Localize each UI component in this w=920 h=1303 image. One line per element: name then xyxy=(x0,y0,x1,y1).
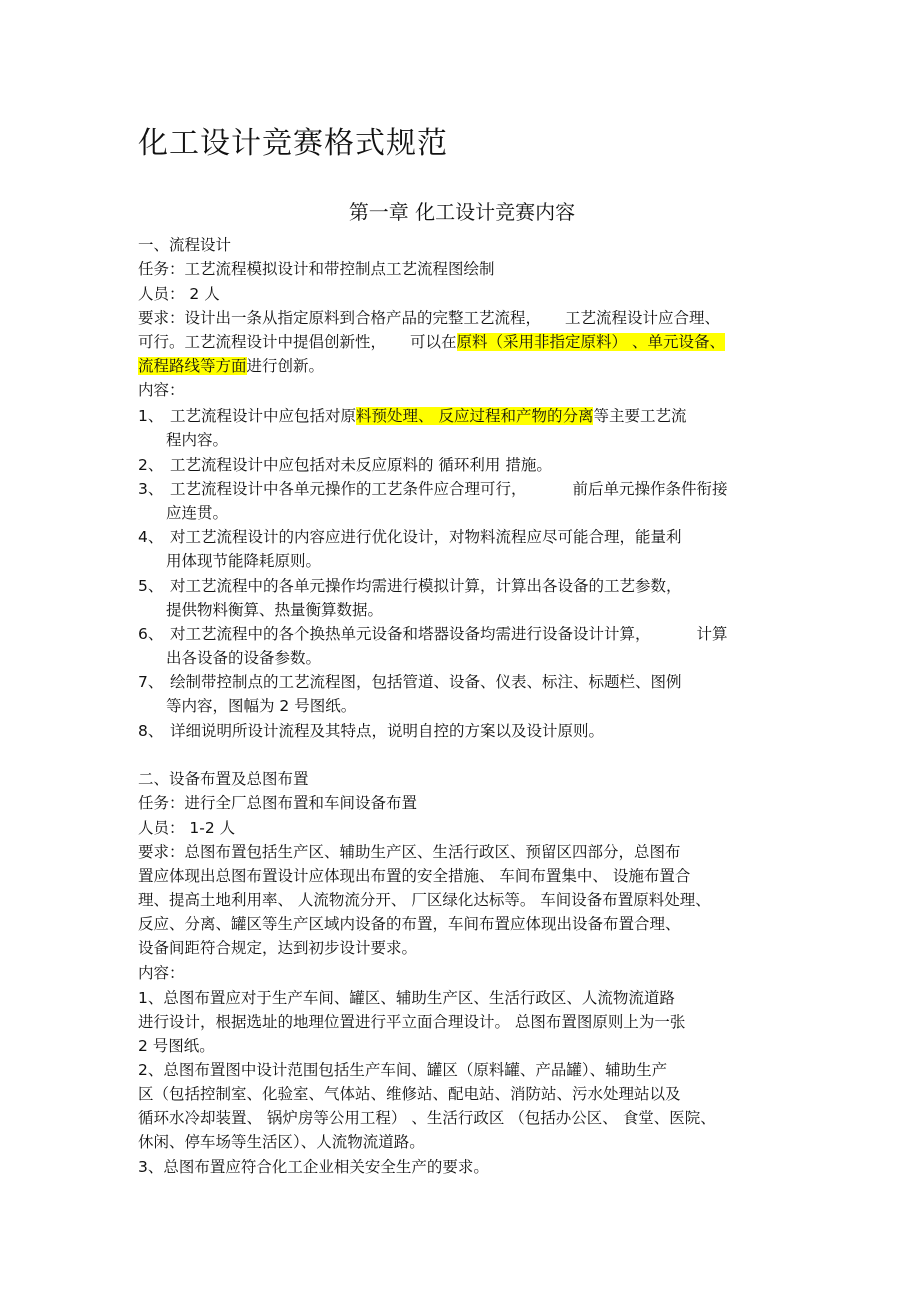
chapter-title: 第一章 化工设计竞赛内容 xyxy=(348,200,576,224)
item-text: 工艺流程设计中应包括对未反应原料的 循环利用 措施。 xyxy=(170,456,552,474)
item-number: 6、 xyxy=(138,625,164,643)
content-line: 3、总图布置应符合化工企业相关安全生产的要求。 xyxy=(138,1158,489,1176)
item-number: 8、 xyxy=(138,722,164,740)
content-label: 内容： xyxy=(138,381,185,399)
content-line: 进行设计，根据选址的地理位置进行平立面合理设计。 总图布置图原则上为一张 xyxy=(138,1013,686,1031)
item-text: 绘制带控制点的工艺流程图，包括管道、设备、仪表、标注、标题栏、图例 xyxy=(170,673,682,691)
highlighted-text: 料预处理、 反应过程和产物的分离 xyxy=(356,407,594,425)
item-number: 7、 xyxy=(138,673,164,691)
list-item xyxy=(138,525,682,549)
item-text: 等主要工艺流 xyxy=(593,407,687,425)
requirement-line xyxy=(138,354,324,378)
content-line: 休闲、停车场等生活区）、人流物流道路。 xyxy=(138,1133,425,1151)
list-item xyxy=(138,574,682,598)
item-text: 对工艺流程设计的内容应进行优化设计，对物料流程应尽可能合理，能量利 xyxy=(170,528,682,546)
item-continuation: 出各设备的设备参数。 xyxy=(166,649,322,667)
requirement-text: 可以在 xyxy=(410,333,457,351)
requirement-line: 反应、分离、罐区等生产区域内设备的布置，车间布置应体现出设备布置合理、 xyxy=(138,915,681,933)
requirement-line: 置应体现出总图布置设计应体现出布置的安全措施、 车间布置集中、 设施布置合 xyxy=(138,867,691,885)
list-item xyxy=(138,477,728,501)
item-continuation: 应连贯。 xyxy=(166,504,229,522)
item-text: 前后单元操作条件衔接 xyxy=(572,480,728,498)
requirement-line xyxy=(138,330,725,354)
item-continuation: 用体现节能降耗原则。 xyxy=(166,552,322,570)
item-text: 对工艺流程中的各个换热单元设备和塔器设备均需进行设备设计计算， xyxy=(170,625,651,643)
list-item xyxy=(138,404,686,428)
section-heading: 二、设备布置及总图布置 xyxy=(138,770,309,788)
people-line: 人员： 2 人 xyxy=(138,285,220,303)
requirement-line: 设备间距符合规定，达到初步设计要求。 xyxy=(138,939,418,957)
task-line: 任务：进行全厂总图布置和车间设备布置 xyxy=(138,794,418,812)
item-continuation: 程内容。 xyxy=(166,431,229,449)
requirement-text: 可行。工艺流程设计中提倡创新性， xyxy=(138,333,387,351)
item-number: 5、 xyxy=(138,577,164,595)
item-number: 3、 xyxy=(138,480,164,498)
content-line: 区（包括控制室、化验室、气体站、维修站、配电站、消防站、污水处理站以及 xyxy=(138,1085,681,1103)
content-line: 2、总图布置图中设计范围包括生产车间、罐区（原料罐、产品罐）、辅助生产 xyxy=(138,1061,668,1079)
document-title: 化工设计竞赛格式规范 xyxy=(138,126,448,161)
item-text: 工艺流程设计中各单元操作的工艺条件应合理可行， xyxy=(170,480,527,498)
list-item xyxy=(138,622,728,646)
requirement-text: 工艺流程设计应合理、 xyxy=(565,309,721,327)
requirement-text: 要求：设计出一条从指定原料到合格产品的完整工艺流程， xyxy=(138,309,542,327)
requirement-line: 要求：总图布置包括生产区、辅助生产区、生活行政区、预留区四部分，总图布 xyxy=(138,843,681,861)
item-continuation: 提供物料衡算、热量衡算数据。 xyxy=(166,601,384,619)
highlighted-text: 原料（采用非指定原料） 、单元设备、 xyxy=(456,333,725,351)
item-text: 对工艺流程中的各单元操作均需进行模拟计算，计算出各设备的工艺参数， xyxy=(170,577,682,595)
content-line: 2 号图纸。 xyxy=(138,1037,215,1055)
content-line: 1、总图布置应对于生产车间、罐区、辅助生产区、生活行政区、人流物流道路 xyxy=(138,989,675,1007)
requirement-text: 进行创新。 xyxy=(246,357,325,375)
item-text: 计算 xyxy=(696,625,728,643)
item-number: 1、 xyxy=(138,407,164,425)
list-item xyxy=(138,670,682,694)
requirement-line: 理、提高土地利用率、 人流物流分开、 厂区绿化达标等。 车间设备布置原料处理、 xyxy=(138,891,711,909)
item-text: 工艺流程设计中应包括对原 xyxy=(170,407,357,425)
item-text: 详细说明所设计流程及其特点，说明自控的方案以及设计原则。 xyxy=(170,722,605,740)
item-number: 2、 xyxy=(138,456,164,474)
content-label: 内容： xyxy=(138,964,185,982)
list-item xyxy=(138,453,552,477)
highlighted-text: 流程路线等方面 xyxy=(138,357,247,375)
task-line: 任务：工艺流程模拟设计和带控制点工艺流程图绘制 xyxy=(138,260,495,278)
requirement-line xyxy=(138,306,720,330)
people-line: 人员： 1-2 人 xyxy=(138,819,236,837)
item-number: 4、 xyxy=(138,528,164,546)
item-continuation: 等内容，图幅为 2 号图纸。 xyxy=(166,697,357,715)
list-item xyxy=(138,719,604,743)
section-heading: 一、流程设计 xyxy=(138,236,232,254)
content-line: 循环水冷却装置、 锅炉房等公用工程） 、生活行政区 （包括办公区、 食堂、医院、 xyxy=(138,1109,716,1127)
